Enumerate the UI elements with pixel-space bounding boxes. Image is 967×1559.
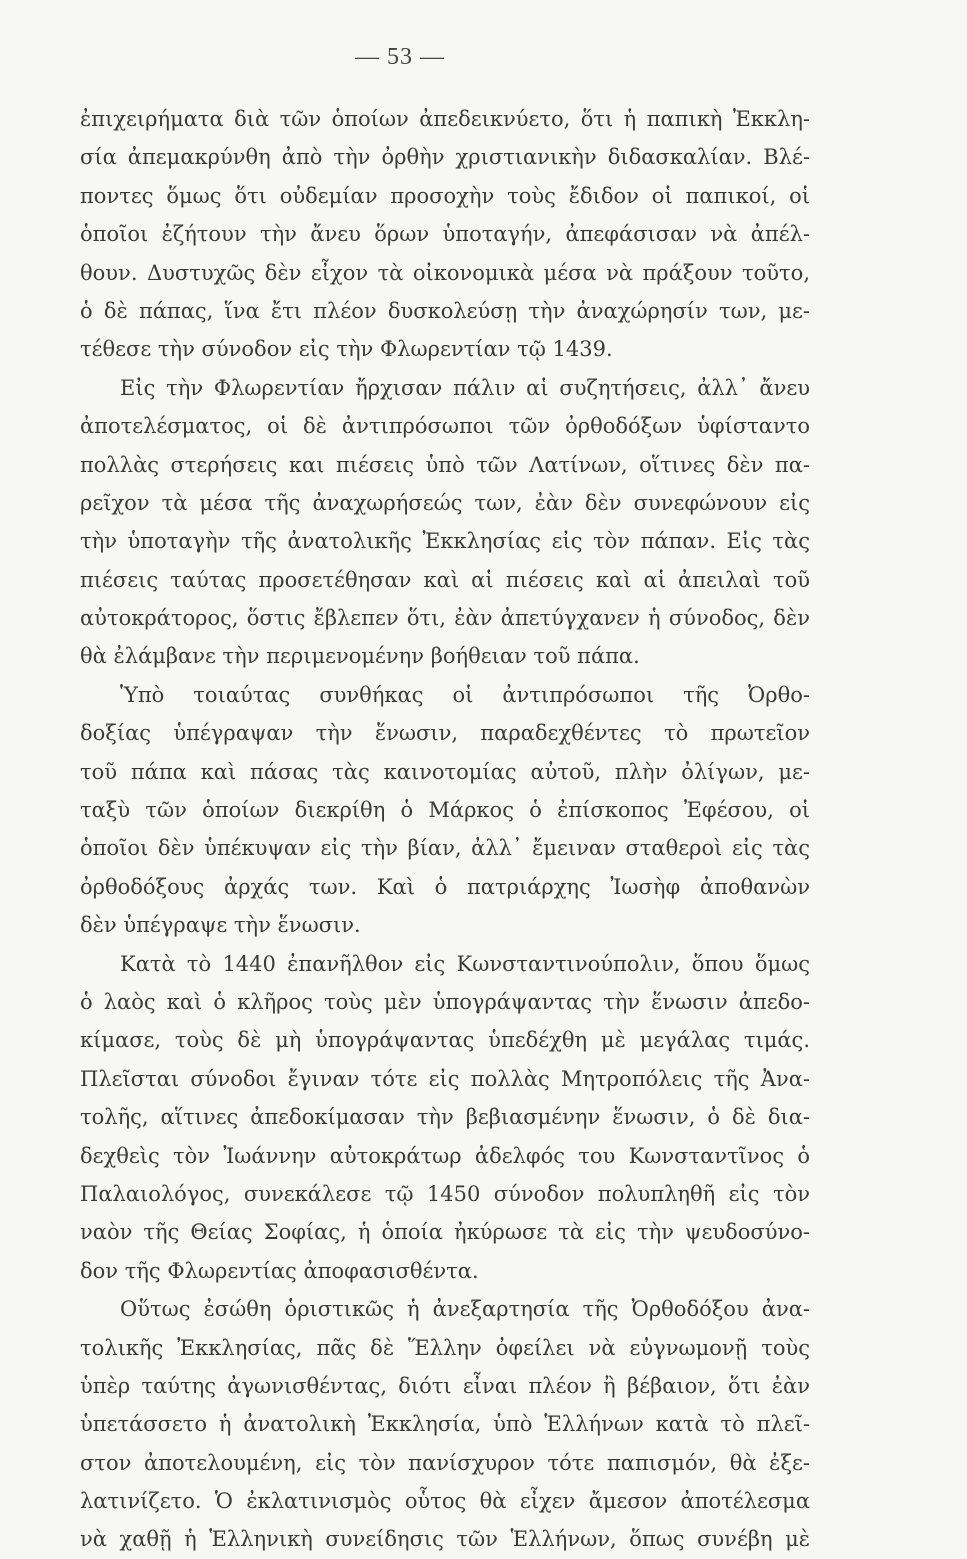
text-line: ὁ λαὸς καὶ ὁ κλῆρος τοὺς μὲν ὑπογράψαντας τὴν ἕνωσιν ἀπεδο- [80, 989, 810, 1014]
text-line: ὁποῖοι ἐζήτουν τὴν ἄνευ ὅρων ὑποταγήν, ἀπεφάσισαν νὰ ἀπέλ- [80, 222, 810, 247]
text-line: ὁ δὲ πάπας, ἵνα ἔτι πλέον δυσκολεύσῃ τὴν ἀναχώρησίν των, με- [80, 298, 810, 323]
text-line: ἀποτελέσματος, οἱ δὲ ἀντιπρόσωποι τῶν ὀρθοδόξων ὑφίσταντο [80, 414, 810, 439]
text-line: ναὸν τῆς Θείας Σοφίας, ἡ ὁποία ἠκύρωσε τὰ εἰς τὴν ψευδοσύνο- [80, 1220, 810, 1245]
text-line: δεχθεὶς τὸν Ἰωάννην αὐτοκράτωρ ἀδελφός του Κωνσταντῖνος ὁ [80, 1143, 810, 1168]
text-line: τὴν ὑποταγὴν τῆς ἀνατολικῆς Ἐκκλησίας εἰς τὸν πάπαν. Εἰς τὰς [80, 529, 810, 554]
text-line: ὀρθοδόξους ἀρχάς των. Καὶ ὁ πατριάρχης Ἰωσὴφ ἀποθανὼν [80, 874, 810, 899]
text-line: ὑπετάσσετο ἡ ἀνατολικὴ Ἐκκλησία, ὑπὸ Ἑλλήνων κατὰ τὸ πλεῖ- [80, 1412, 810, 1437]
text-line: ποντες ὅμως ὅτι οὐδεμίαν προσοχὴν τοὺς ἔδιδον οἱ παπικοί, οἱ [80, 183, 810, 208]
text-line: Εἰς τὴν Φλωρεντίαν ἤρχισαν πάλιν αἱ συζητήσεις, ἀλλ᾽ ἄνευ [120, 375, 810, 400]
text-line: τοῦ πάπα καὶ πάσας τὰς καινοτομίας αὐτοῦ, πλὴν ὀλίγων, με- [80, 759, 810, 784]
text-line: θουν. Δυστυχῶς δὲν εἶχον τὰ οἰκονομικὰ μέσα νὰ πράξουν τοῦτο, [80, 260, 810, 285]
page-number: — 53 — [355, 44, 445, 70]
text-line: αὐτοκράτορος, ὅστις ἔβλεπεν ὅτι, ἐὰν ἀπετύγχανεν ἡ σύνοδος, δὲν [80, 606, 810, 631]
text-line: θὰ ἐλάμβανε τὴν περιμενομένην βοήθειαν τοῦ πάπα. [80, 644, 640, 669]
text-line: δοξίας ὑπέγραψαν τὴν ἕνωσιν, παραδεχθέντες τὸ πρωτεῖον [80, 721, 810, 746]
text-line: τολικῆς Ἐκκλησίας, πᾶς δὲ Ἕλλην ὀφείλει νὰ εὐγνωμονῇ τοὺς [80, 1335, 810, 1360]
text-line: Οὕτως ἐσώθη ὁριστικῶς ἡ ἀνεξαρτησία τῆς Ὀρθοδόξου ἀνα- [120, 1297, 810, 1322]
text-line: πιέσεις ταύτας προσετέθησαν καὶ αἱ πιέσεις καὶ αἱ ἀπειλαὶ τοῦ [80, 567, 810, 592]
text-line: σία ἀπεμακρύνθη ἀπὸ τὴν ὀρθὴν χριστιανικὴν διδασκαλίαν. Βλέ- [80, 145, 810, 170]
text-line: στον ἀποτελουμένη, εἰς τὸν πανίσχυρον τότε παπισμόν, θὰ ἐξε- [80, 1450, 810, 1475]
text-line: νὰ χαθῇ ἡ Ἑλληνικὴ συνείδησις τῶν Ἑλλήνων, ὅπως συνέβη μὲ [80, 1527, 810, 1552]
text-line: Πλεῖσται σύνοδοι ἔγιναν τότε εἰς πολλὰς Μητροπόλεις τῆς Ἀνα- [80, 1066, 810, 1091]
text-line: Παλαιολόγος, συνεκάλεσε τῷ 1450 σύνοδον πολυπληθῆ εἰς τὸν [80, 1181, 810, 1206]
text-line: κίμασε, τοὺς δὲ μὴ ὑπογράψαντας ὑπεδέχθη μὲ μεγάλας τιμάς. [80, 1028, 810, 1053]
text-line: ἐπιχειρήματα διὰ τῶν ὁποίων ἀπεδεικνύετο, ὅτι ἡ παπικὴ Ἐκκλη- [80, 107, 810, 131]
text-line: πολλὰς στερήσεις και πιέσεις ὑπὸ τῶν Λατίνων, οἵτινες δὲν πα- [80, 452, 810, 477]
text-line: ταξὺ τῶν ὁποίων διεκρίθη ὁ Μάρκος ὁ ἐπίσκοπος Ἐφέσου, οἱ [80, 798, 810, 823]
text-line: ὑπὲρ ταύτης ἀγωνισθέντας, διότι εἶναι πλέον ἢ βέβαιον, ὅτι ἐὰν [80, 1373, 810, 1398]
text-line: δὲν ὑπέγραψε τὴν ἕνωσιν. [80, 913, 361, 938]
text-line: δον τῆς Φλωρεντίας ἀποφασισθέντα. [80, 1258, 479, 1283]
text-line: λατινίζετο. Ὁ ἐκλατινισμὸς οὗτος θὰ εἶχεν ἄμεσον ἀποτέλεσμα [80, 1489, 810, 1514]
text-line: ρεῖχον τὰ μέσα τῆς ἀναχωρήσεώς των, ἐὰν δὲν συνεφώνουν εἰς [80, 490, 810, 515]
body-text [80, 100, 810, 1559]
text-line: Κατὰ τὸ 1440 ἐπανῆλθον εἰς Κωνσταντινούπολιν, ὅπου ὅμως [120, 951, 810, 976]
text-line: τέθεσε τὴν σύνοδον εἰς τὴν Φλωρεντίαν τῷ 1439. [80, 337, 613, 362]
text-line: Ὑπὸ τοιαύτας συνθήκας οἱ ἀντιπρόσωποι τῆς Ὀρθο- [120, 682, 810, 707]
text-line: τολῆς, αἵτινες ἀπεδοκίμασαν τὴν βεβιασμένην ἕνωσιν, ὁ δὲ δια- [80, 1105, 810, 1130]
text-line: ὁποῖοι δὲν ὑπέκυψαν εἰς τὴν βίαν, ἀλλ᾽ ἔμειναν σταθεροὶ εἰς τὰς [80, 836, 810, 861]
